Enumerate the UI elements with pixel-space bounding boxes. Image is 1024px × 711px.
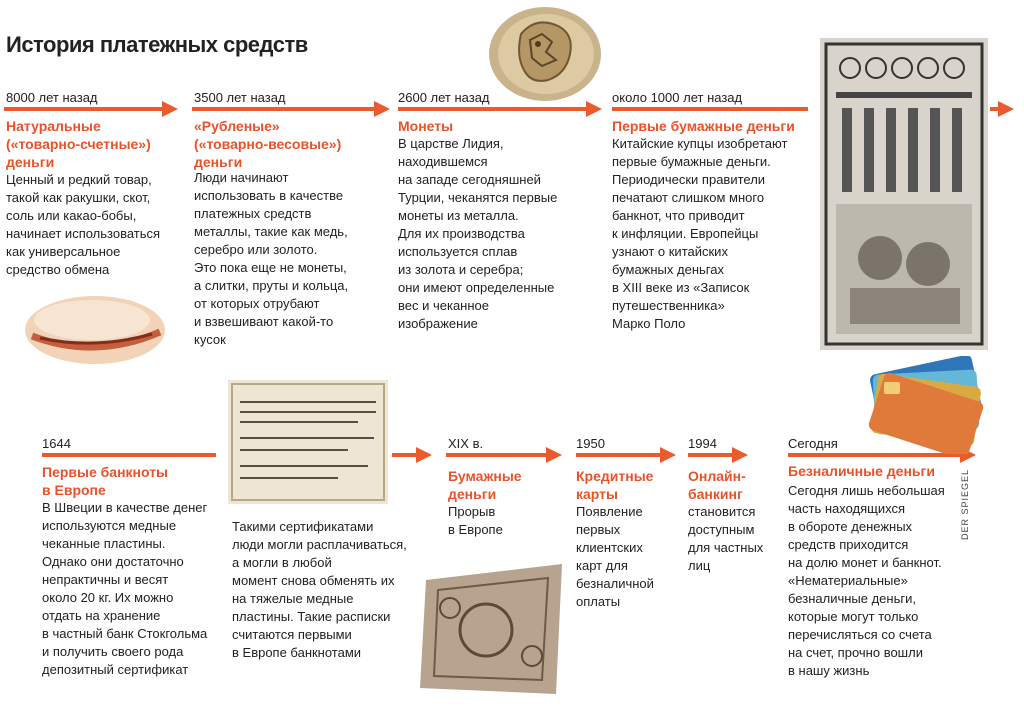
stage-date: 1994 xyxy=(688,436,717,451)
timeline-arrow xyxy=(192,107,376,111)
stage-title: Первые банкноты в Европе xyxy=(42,464,169,498)
stage-date: 1950 xyxy=(576,436,605,451)
stage-text: В Швеции в качестве денег используются медные чеканные пластины. Однако они достаточно непрактичны и весят около 20 кг. Их можно отдать на хранение в частный банк Стокгольма и получить своего рода депозитный сертификат xyxy=(42,500,208,677)
credit-cards-illustration xyxy=(840,356,990,454)
timeline-arrow xyxy=(576,453,662,457)
arrow-head xyxy=(416,447,432,463)
stage-text: становится доступным для частных лиц xyxy=(688,504,764,573)
stage-title: «Рубленые» («товарно-весовые») деньги xyxy=(194,118,342,170)
arrow-head xyxy=(162,101,178,117)
stage-text: Китайские купцы изобретают первые бумажные деньги. Периодически правители печатают слишком много банкнот, что приводит к инфляции. Европейцы узнают о китайских бумажных деньгах в XIII веке из «Записок путешественника» Марко Поло xyxy=(612,136,788,331)
stage-date: 3500 лет назад xyxy=(194,90,286,105)
stage-text: Ценный и редкий товар, такой как ракушки, скот, соль или какао-бобы, начинает использоваться как универсальное средство обмена xyxy=(6,172,161,277)
stage-date: 1644 xyxy=(42,436,71,451)
stage-text: Появление первых клиентских карт для безналичной оплаты xyxy=(576,504,654,609)
stage-title: Первые бумажные деньги xyxy=(612,118,795,134)
arrow-head xyxy=(374,101,390,117)
timeline-arrow xyxy=(4,107,164,111)
arrow-head xyxy=(998,101,1014,117)
stage-date: XIX в. xyxy=(448,436,484,451)
stage-title: Кредитные карты xyxy=(576,468,654,502)
coin-illustration xyxy=(486,4,604,104)
arrow-head xyxy=(660,447,676,463)
stage-text: Люди начинают использовать в качестве платежных средств металлы, такие как медь, серебро или золото. Это пока еще не монеты, а слитки, пруты и кольца, от которых отрубают и взвешивают какой-то кусок xyxy=(194,170,349,347)
stage-date: около 1000 лет назад xyxy=(612,90,743,105)
stage-title: Онлайн- банкинг xyxy=(688,468,746,502)
stage-title: Монеты xyxy=(398,118,454,134)
stage-text: Прорыв в Европе xyxy=(448,504,503,537)
shell-illustration xyxy=(20,290,170,368)
stage-title: Безналичные деньги xyxy=(788,463,935,479)
timeline-arrow xyxy=(398,107,588,111)
timeline-arrow xyxy=(688,453,734,457)
stage-date: 8000 лет назад xyxy=(6,90,98,105)
arrow-head xyxy=(546,447,562,463)
arrow-head xyxy=(732,447,748,463)
stage-date: 2600 лет назад xyxy=(398,90,490,105)
source-credit: DER SPIEGEL xyxy=(960,468,970,540)
stage-title: Бумажные деньги xyxy=(448,468,522,502)
stage-text-continued: Такими сертификатами люди могли расплачиваться, а могли в любой момент снова обменять их на тяжелые медные пластины. Такие расписки считаются первыми в Европе банкнотами xyxy=(232,519,407,660)
timeline-arrow xyxy=(42,453,216,457)
old-banknote-illustration xyxy=(416,562,566,700)
stage-text: В царстве Лидия, находившемся на западе сегодняшней Турции, чеканятся первые монеты из металла. Для их производства используется сплав из золота и серебра; они имеют определенные вес и чеканное изображение xyxy=(398,136,558,331)
stage-date: Сегодня xyxy=(788,436,838,451)
banknote-illustration xyxy=(820,38,988,350)
stage-title: Натуральные («товарно-счетные») деньги xyxy=(6,118,151,170)
timeline-arrow xyxy=(446,453,548,457)
page-title: История платежных средств xyxy=(6,32,308,57)
stage-text: Сегодня лишь небольшая часть находящихся в обороте денежных средств приходится на долю монет и банкнот. «Нематериальные» безналичные деньги, которые могут только перечисляться со счета на счет, прочно вошли в нашу жизнь xyxy=(788,483,945,678)
certificate-illustration xyxy=(228,380,388,504)
timeline-arrow xyxy=(612,107,808,111)
timeline-arrow xyxy=(392,453,418,457)
